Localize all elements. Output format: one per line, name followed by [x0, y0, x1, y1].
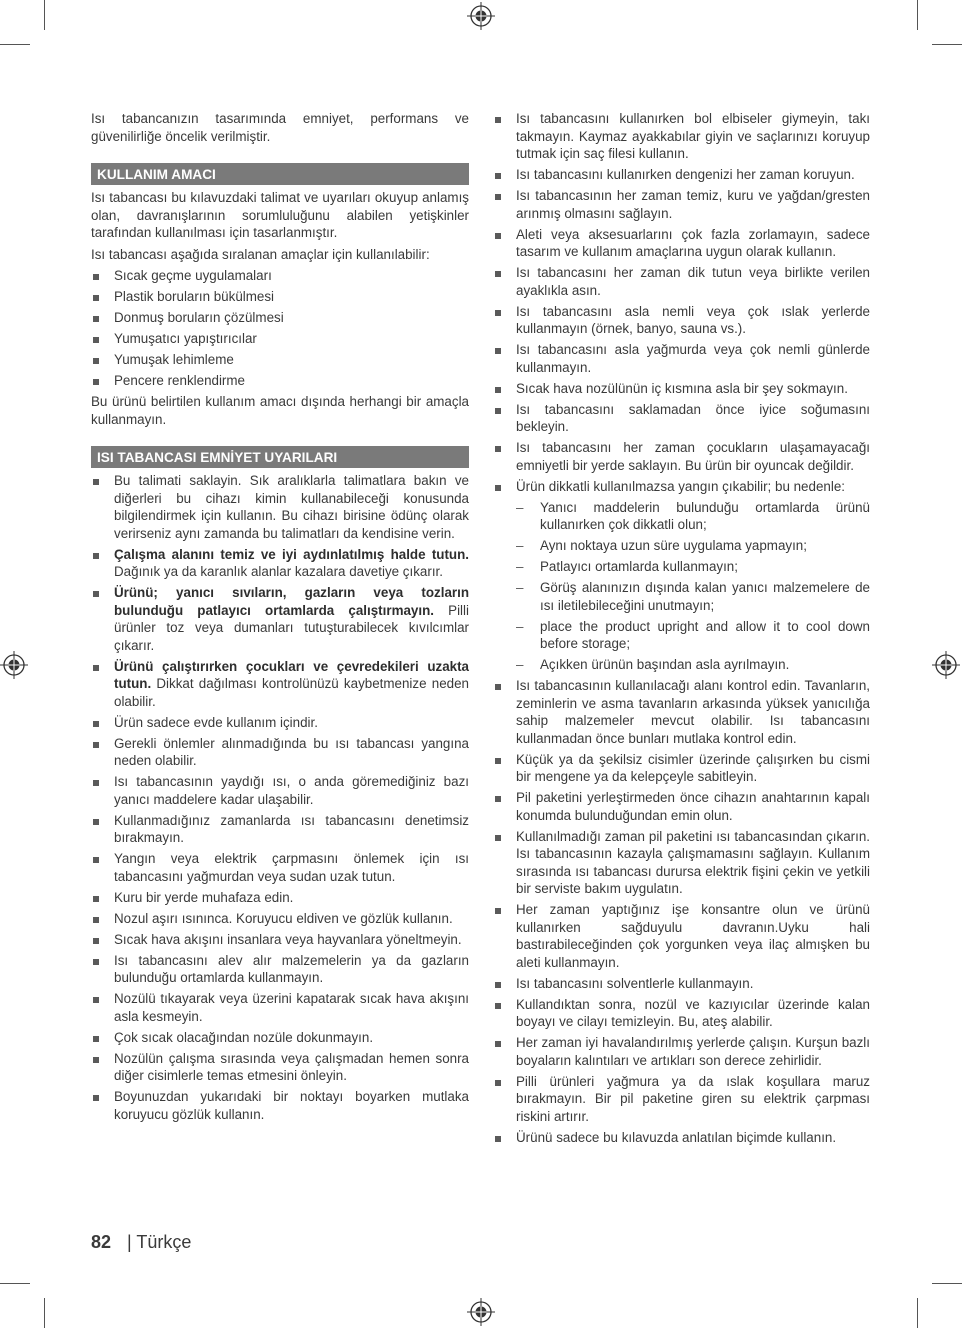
list-item: Pil paketini yerleştirmeden önce cihazın anahtarının kapalı konumda bulunduğundan emin olun.: [493, 789, 870, 824]
list-item: Isı tabancasını kullanırken bol elbiseler giymeyin, takı takmayın. Kaymaz ayakkabılar giyin ve saçlarınızı koruyup tutmak için saç filesi kullanın.: [493, 110, 870, 163]
section-heading-intended-use: KULLANIM AMACI: [91, 163, 469, 185]
fire-hazard-sublist: [493, 499, 870, 674]
crop-mark-bottom-left-vertical: [44, 1298, 45, 1328]
list-item: Kuru bir yerde muhafaza edin.: [91, 889, 469, 907]
page-number: 82: [91, 1232, 112, 1252]
list-item: Isı tabancasını her zaman çocukların ulaşamayacağı emniyetli bir yerde saklayın. Bu ürün bir oyuncak değildir.: [493, 439, 870, 474]
list-item: Gerekli önlemler alınmadığında bu ısı tabancası yangına neden olabilir.: [91, 735, 469, 770]
section-heading-safety-warnings: ISI TABANCASI EMNİYET UYARILARI: [91, 446, 469, 468]
safety-warnings-list: [91, 472, 469, 1123]
list-item: Sıcak hava nozülünün iç kısmına asla bir şey sokmayın.: [493, 380, 870, 398]
crop-mark-top-left-vertical: [44, 0, 45, 30]
sub-list-item: – Aynı noktaya uzun süre uygulama yapmayın;: [493, 537, 870, 555]
warning-bold-lead: Ürünü; yanıcı sıvıların, gazların veya tozların bulunduğu patlayıcı ortamlarda çalıştırmayın.: [114, 585, 469, 618]
crop-mark-top-right-vertical: [917, 0, 918, 30]
list-item: Pilli ürünleri yağmura ya da ıslak koşullara maruz bırakmayın. Bir pil paketine giren su elektrik çarpması riskini artırır.: [493, 1073, 870, 1126]
right-column: [493, 110, 870, 1150]
intended-use-note: Bu ürünü belirtilen kullanım amacı dışında herhangi bir amaçla kullanmayın.: [91, 394, 469, 427]
list-item: Isı tabancasının yaydığı ısı, o anda göremediğiniz bazı yanıcı maddelere kadar ulaşabilir.: [91, 773, 469, 808]
crop-mark-bottom-left-horizontal: [0, 1283, 30, 1284]
sub-list-item: – Patlayıcı ortamlarda kullanmayın;: [493, 558, 870, 576]
list-item: Nozul aşırı ısınınca. Koruyucu eldiven ve gözlük kullanın.: [91, 910, 469, 928]
list-item: Yumuşak lehimleme: [91, 351, 469, 369]
list-item: Nozülün çalışma sırasında veya çalışmadan hemen sonra diğer cisimlerle temas etmesini önleyin.: [91, 1050, 469, 1085]
registration-mark-top-icon: [467, 2, 495, 30]
crop-mark-bottom-right-vertical: [917, 1298, 918, 1328]
list-item: Her zaman yaptığınız işe konsantre olun ve ürünü kullanırken sağduyulu davranın.Uyku hali bastırabileceğinden çok yorgunken veya ilaç almışken bu aleti kullanmayın.: [493, 901, 870, 971]
list-item: Boyunuzdan yukarıdaki bir noktayı boyarken mutlaka koruyucu gözlük kullanın.: [91, 1088, 469, 1123]
safety-warnings-list-final: [493, 677, 870, 1146]
intended-use-list: [91, 267, 469, 390]
registration-mark-left-icon: [0, 651, 28, 679]
page-footer: [91, 1231, 191, 1253]
registration-mark-bottom-icon: [467, 1298, 495, 1326]
warning-text: Pilli ürünler toz veya dumanları tutuşturabilecek kıvılcımlar çıkarır.: [114, 602, 469, 653]
list-item: Isı tabancasını alev alır malzemelerin ya da gazların bulunduğu ortamlarda kullanmayın.: [91, 952, 469, 987]
list-item: Isı tabancasının kullanılacağı alanı kontrol edin. Tavanların, zeminlerin ve asma tavanların arkasında yüksek yanıcılığa sahip malzemeler mevcut olabilir. Isı tabancasını kullanmadan önce bunları mutlaka kontrol edin.: [493, 677, 870, 747]
sub-list-item: – Görüş alanınızın dışında kalan yanıcı malzemelere de ısı iletilebileceğini unutmayın;: [493, 579, 870, 614]
list-item: [91, 658, 469, 711]
warning-bold-lead: Çalışma alanını temiz ve iyi aydınlatılmış halde tutun.: [114, 546, 469, 562]
list-item: Yumuşatıcı yapıştırıcılar: [91, 330, 469, 348]
list-item: Nozülü tıkayarak veya üzerini kapatarak sıcak hava akışını asla kesmeyin.: [91, 990, 469, 1025]
list-item: Isı tabancasını kullanırken dengenizi her zaman koruyun.: [493, 166, 870, 184]
crop-mark-top-left-horizontal: [0, 44, 30, 45]
list-item: Ürünü sadece bu kılavuzda anlatılan biçimde kullanın.: [493, 1129, 870, 1147]
list-item: Donmuş boruların çözülmesi: [91, 309, 469, 327]
list-item: Küçük ya da şekilsiz cisimler üzerinde çalışırken bu cismi bir mengene ya da kelepçeyle sabitleyin.: [493, 751, 870, 786]
page-language: | Türkçe: [127, 1232, 192, 1252]
warning-text: Dağınık ya da karanlık alanlar kazalara davetiye çıkarır.: [114, 564, 443, 579]
list-item: Aleti veya aksesuarlarını çok fazla zorlamayın, sadece tasarım ve kullanım amaçlarına uygun olarak kullanın.: [493, 226, 870, 261]
list-item: [91, 472, 469, 542]
registration-mark-right-icon: [932, 651, 960, 679]
warning-text: Dikkat dağılması kontrolünüzü kaybetmenize neden olabilir.: [114, 676, 469, 709]
list-item: Sıcak hava akışını insanlara veya hayvanlara yöneltmeyin.: [91, 931, 469, 949]
sub-list-item: – Yanıcı maddelerin bulunduğu ortamlarda ürünü kullanırken çok dikkatli olun;: [493, 499, 870, 534]
crop-mark-top-right-horizontal: [932, 44, 962, 45]
list-item: Isı tabancasını asla yağmurda veya çok nemli günlerde kullanmayın.: [493, 341, 870, 376]
intro-paragraph: Isı tabancanızın tasarımında emniyet, performans ve güvenilirliğe öncelik verilmiştir.: [91, 111, 469, 144]
list-item: Ürün sadece evde kullanım içindir.: [91, 714, 469, 732]
intended-use-lead: Isı tabancası aşağıda sıralanan amaçlar için kullanılabilir:: [91, 246, 430, 262]
list-item: Kullanmadığınız zamanlarda ısı tabancasını denetimsiz bırakmayın.: [91, 812, 469, 847]
list-item: Plastik boruların bükülmesi: [91, 288, 469, 306]
list-item: Ürün dikkatli kullanılmazsa yangın çıkabilir; bu nedenle:: [493, 478, 870, 496]
list-item: Kullanılmadığı zaman pil paketini ısı tabancasından çıkarın. Isı tabancasının kazayla çalışmamasını sağlayın. Kullanım sırasında ısı tabancası durursa elektrik fişini çekin ve yetkili bir serviste bakım uygulatın.: [493, 828, 870, 898]
list-item: Çok sıcak olacağından nozüle dokunmayın.: [91, 1029, 469, 1047]
intended-use-paragraph: Isı tabancası bu kılavuzdaki talimat ve uyarıları okuyup anlamış olan, davranışlarının sorumluluğunu alabilen yetişkinler tarafından kullanılması için tasarlanmıştır.: [91, 190, 469, 240]
list-item: Isı tabancasını saklamadan önce iyice soğumasını bekleyin.: [493, 401, 870, 436]
safety-warnings-list-continued: [493, 110, 870, 495]
left-column: [91, 110, 469, 1127]
list-item: Pencere renklendirme: [91, 372, 469, 390]
list-item: [91, 546, 469, 581]
list-item: Sıcak geçme uygulamaları: [91, 267, 469, 285]
list-item: Isı tabancasını asla nemli veya çok ıslak yerlerde kullanmayın (örnek, banyo, sauna vs.).: [493, 303, 870, 338]
warning-bold-lead: Ürünü çalıştırırken çocukları ve çevredekileri uzakta tutun.: [114, 658, 469, 691]
list-item: [91, 584, 469, 654]
crop-mark-bottom-right-horizontal: [932, 1283, 962, 1284]
list-item: Isı tabancasını solventlerle kullanmayın.: [493, 975, 870, 993]
sub-list-item: – Açıkken ürünün başından asla ayrılmayın.: [493, 656, 870, 674]
list-item: Isı tabancasını her zaman dik tutun veya birlikte verilen ayaklıkla asın.: [493, 264, 870, 299]
list-item: Her zaman iyi havalandırılmış yerlerde çalışın. Kurşun bazlı boyaların kalıntıları ve artıkları son derece zehirlidir.: [493, 1034, 870, 1069]
list-item: Kullandıktan sonra, nozül ve kazıyıcılar üzerinde kalan boyayı ve cilayı temizleyin. Bu, ateş alabilir.: [493, 996, 870, 1031]
list-item: Yangın veya elektrik çarpmasını önlemek için ısı tabancasını yağmurdan veya sudan uzak tutun.: [91, 850, 469, 885]
list-item: Isı tabancasının her zaman temiz, kuru ve yağdan/gresten arınmış olmasını sağlayın.: [493, 187, 870, 222]
warning-text: Bu talimati saklayin. Sık aralıklarla talimatlara bakın ve diğerleri bu cihazı kimin kullanabileceği konusunda bilgilendirmek için kullanın. Bu cihazı birisine ödünç olarak verirseniz aynı zamanda bu talimatları da kendisine verin.: [114, 473, 469, 541]
sub-list-item: – place the product upright and allow it to cool down before storage;: [493, 618, 870, 653]
